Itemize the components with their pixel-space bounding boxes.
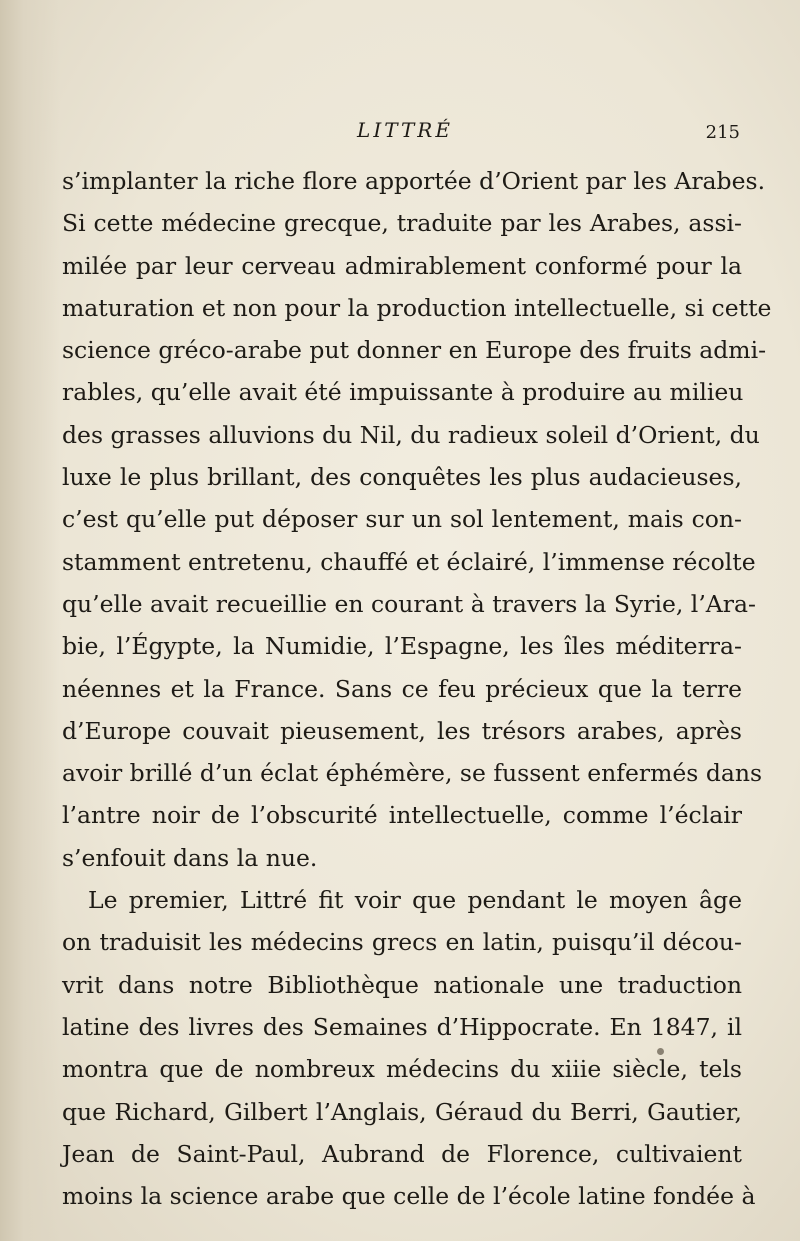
- text-line: on traduisit les médecins grecs en latin, puisqu’il décou-: [62, 928, 742, 957]
- text-line: des grasses alluvions du Nil, du radieux soleil d’Orient, du: [62, 420, 760, 449]
- text-line: latine des livres des Semaines d’Hippocrate. En 1847, il: [62, 1012, 742, 1041]
- text-line: Jean de Saint-Paul, Aubrand de Florence, cultivaient: [62, 1139, 742, 1168]
- ink-speck: [657, 1048, 664, 1055]
- running-title: LITTRÉ: [357, 118, 453, 142]
- text-line: rables, qu’elle avait été impuissante à produire au milieu: [62, 378, 744, 407]
- paragraph-start-line: Le premier, Littré fit voir que pendant le moyen âge: [88, 886, 742, 915]
- text-line: montra que de nombreux médecins du xiiie siècle, tels: [62, 1055, 742, 1084]
- text-line: avoir brillé d’un éclat éphémère, se fussent enfermés dans: [62, 759, 763, 788]
- paragraph-end-line: s’enfouit dans la nue.: [62, 843, 318, 872]
- text-line: stamment entretenu, chauffé et éclairé, l’immense récolte: [62, 547, 756, 576]
- text-line: bie, l’Égypte, la Numidie, l’Espagne, les îles méditerra-: [62, 632, 742, 661]
- text-line: science gréco-arabe put donner en Europe des fruits admi-: [62, 336, 767, 365]
- body-text: [62, 160, 772, 1217]
- text-line: luxe le plus brillant, des conquêtes les plus audacieuses,: [62, 463, 742, 492]
- text-line: qu’elle avait recueillie en courant à travers la Syrie, l’Ara-: [62, 589, 756, 618]
- text-line: l’antre noir de l’obscurité intellectuelle, comme l’éclair: [62, 801, 742, 830]
- text-line: que Richard, Gilbert l’Anglais, Géraud du Berri, Gautier,: [62, 1097, 742, 1126]
- page-binding-shadow: [0, 0, 60, 1241]
- text-line: moins la science arabe que celle de l’école latine fondée à: [62, 1182, 756, 1211]
- text-line: néennes et la France. Sans ce feu précieux que la terre: [62, 674, 742, 703]
- text-line: Si cette médecine grecque, traduite par les Arabes, assi-: [62, 209, 742, 238]
- running-header: [0, 118, 800, 148]
- text-line: d’Europe couvait pieusement, les trésors arabes, après: [62, 716, 742, 745]
- text-line: maturation et non pour la production intellectuelle, si cette: [62, 293, 772, 322]
- text-line: s’implanter la riche flore apportée d’Orient par les Arabes.: [62, 167, 766, 195]
- text-line: vrit dans notre Bibliothèque nationale une traduction: [62, 970, 742, 999]
- text-line: milée par leur cerveau admirablement conformé pour la: [62, 251, 742, 280]
- page-number: 215: [705, 122, 740, 143]
- text-line: c’est qu’elle put déposer sur un sol lentement, mais con-: [62, 505, 742, 534]
